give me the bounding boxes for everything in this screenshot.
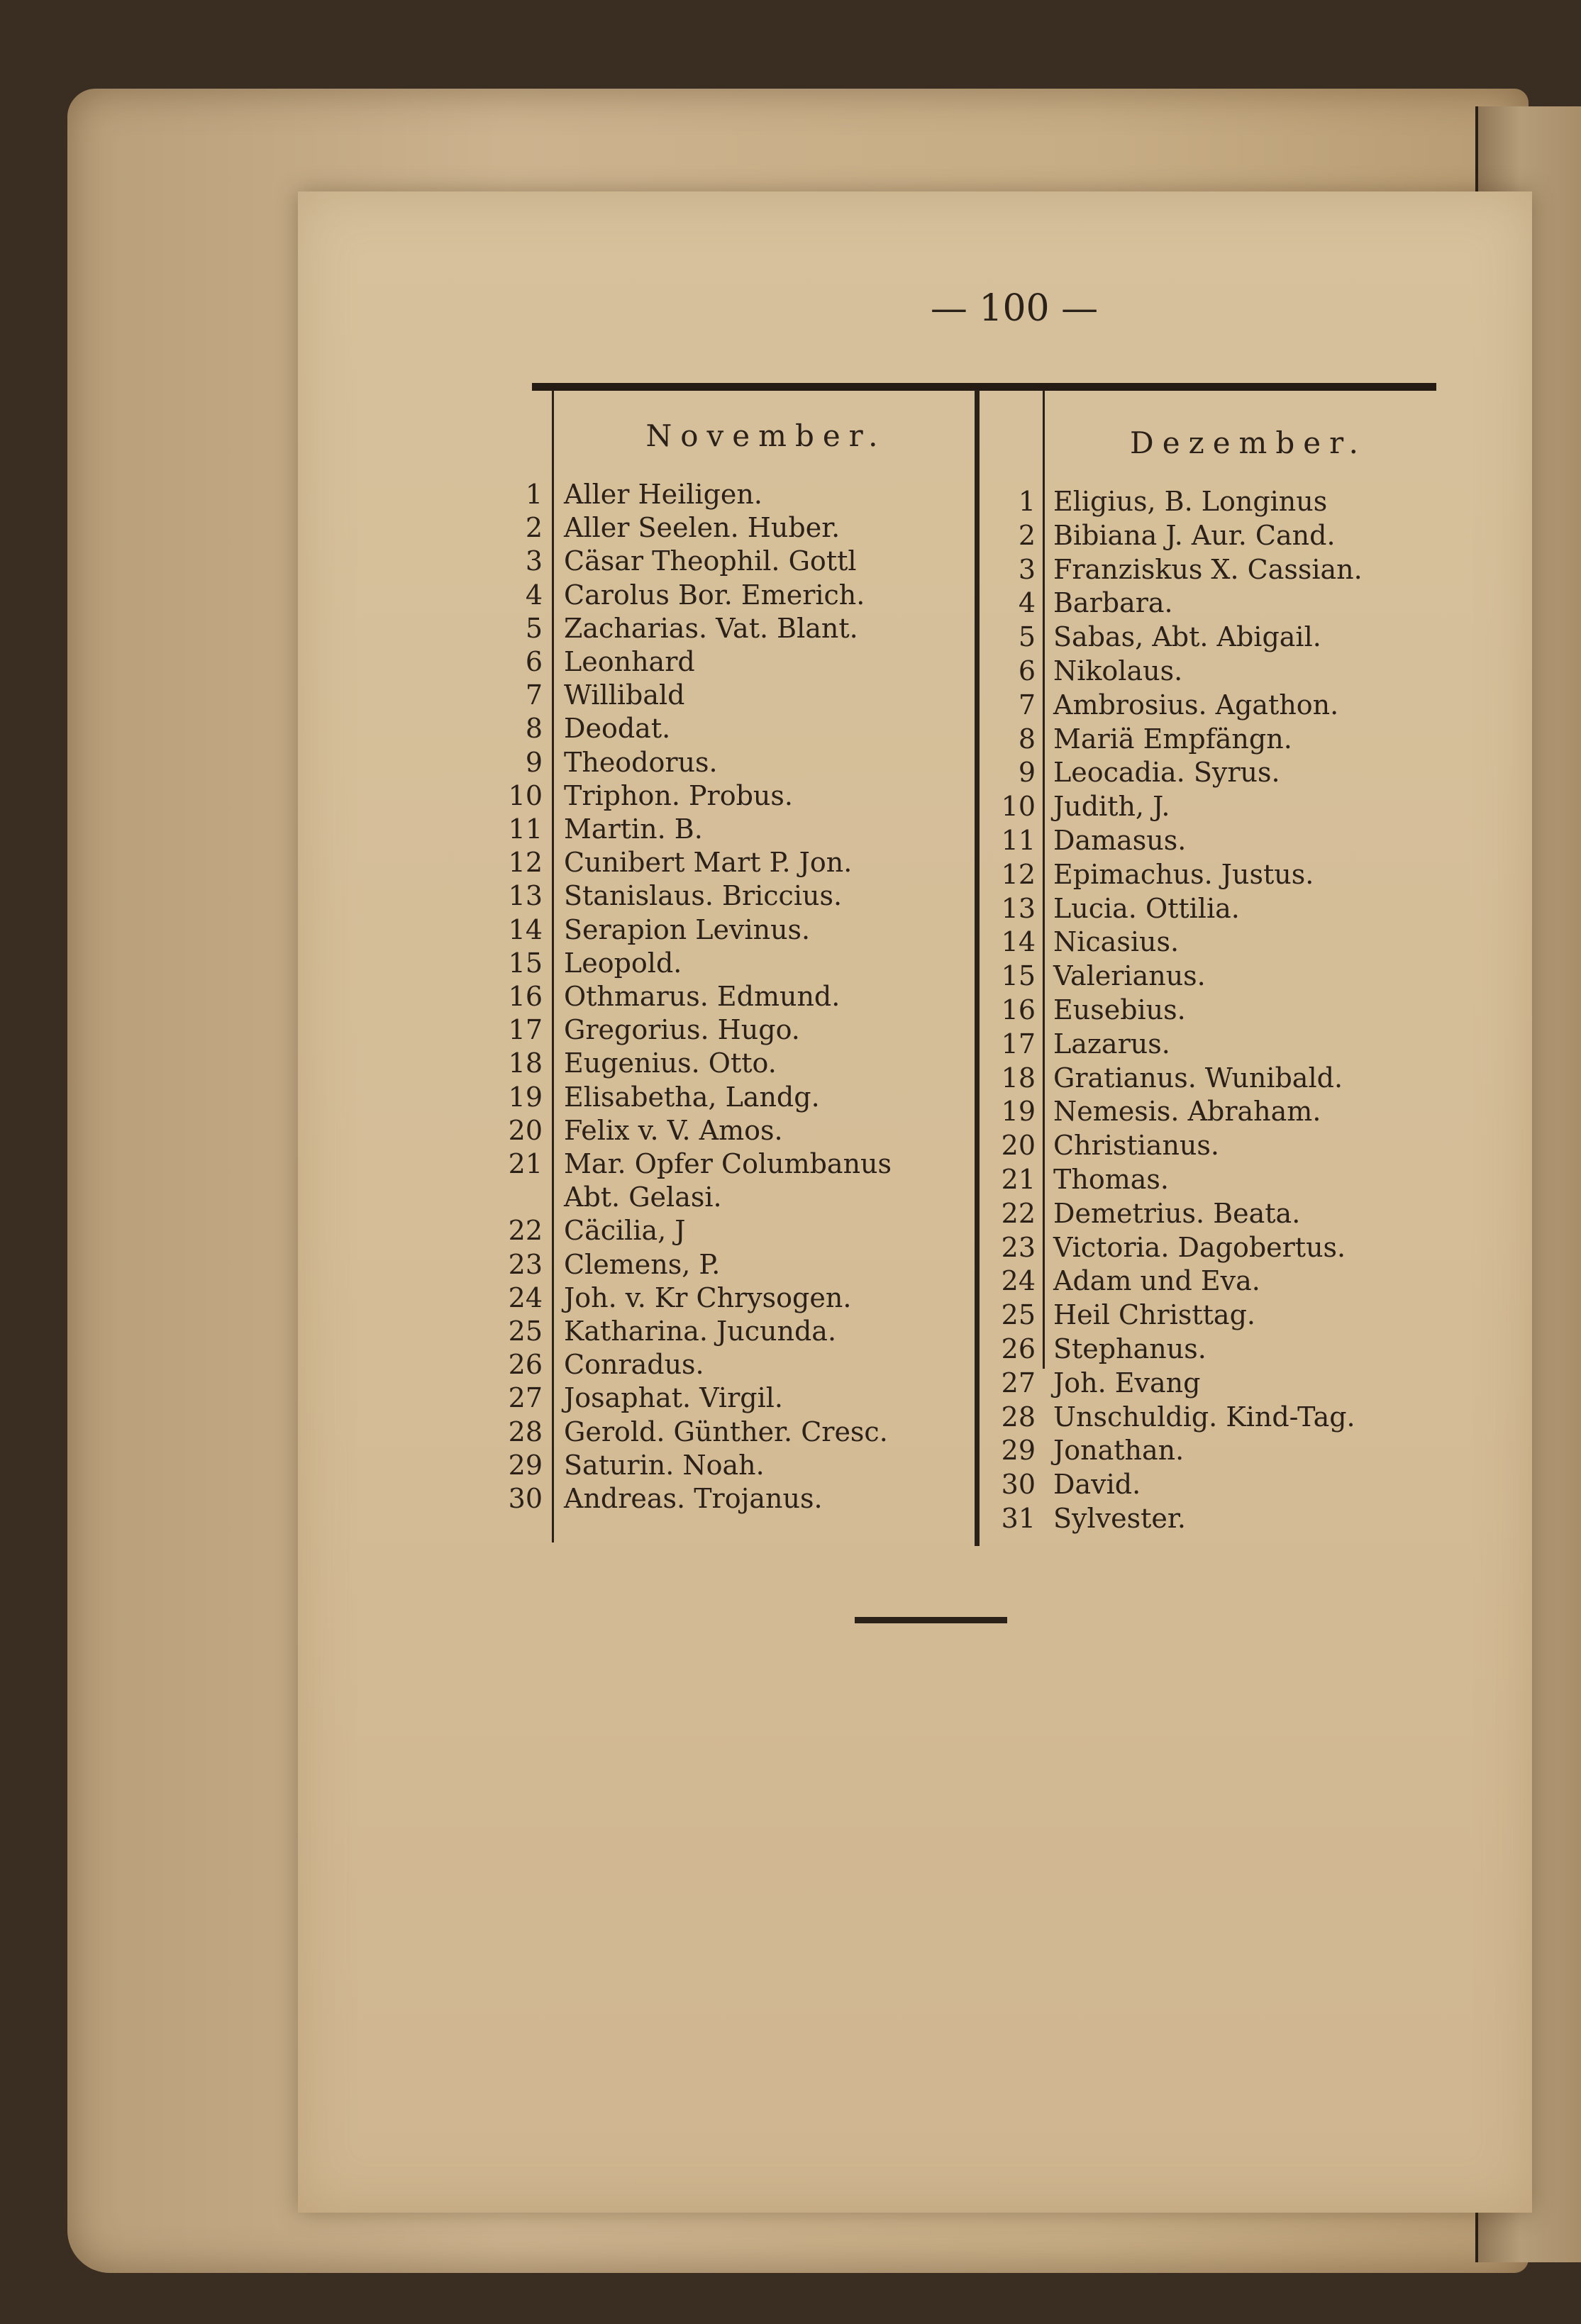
calendar-day-row — [979, 825, 1447, 857]
calendar-day-row — [979, 1198, 1447, 1230]
day-number: 6 — [525, 646, 543, 677]
day-number: 28 — [508, 1416, 543, 1447]
calendar-day-row — [489, 880, 972, 913]
calendar-day-row — [979, 1130, 1447, 1162]
saint-name: Saturin. Noah. — [564, 1449, 765, 1481]
day-number: 16 — [508, 981, 543, 1012]
calendar-day-row — [979, 757, 1447, 789]
day-number: 19 — [508, 1081, 543, 1113]
day-number: 14 — [508, 913, 543, 945]
calendar-day-row — [979, 1028, 1447, 1061]
day-number: 5 — [1018, 621, 1036, 653]
day-number: 11 — [508, 813, 543, 845]
day-number: 20 — [1001, 1130, 1036, 1162]
day-number: 21 — [1001, 1164, 1036, 1195]
calendar-day-row — [979, 1333, 1447, 1366]
calendar-day-row — [489, 813, 972, 846]
day-number: 7 — [525, 679, 543, 711]
saint-name: Leocadia. Syrus. — [1053, 757, 1280, 789]
day-number: 22 — [1001, 1197, 1036, 1229]
day-number: 3 — [1018, 553, 1036, 585]
saint-name: Joh. Evang — [1053, 1367, 1201, 1399]
day-number: 16 — [1001, 994, 1036, 1025]
day-number: 25 — [508, 1316, 543, 1347]
saint-name: Serapion Levinus. — [564, 913, 811, 945]
saint-name: Nemesis. Abraham. — [1053, 1096, 1321, 1128]
day-number: 19 — [1001, 1096, 1036, 1128]
calendar-day-row — [979, 791, 1447, 823]
day-number: 24 — [1001, 1265, 1036, 1297]
day-number: 18 — [508, 1047, 543, 1079]
day-number: 4 — [1018, 587, 1036, 619]
day-number: 12 — [508, 847, 543, 879]
calendar-day-row — [489, 479, 972, 511]
calendar-day-row — [979, 655, 1447, 688]
saint-name: Victoria. Dagobertus. — [1053, 1231, 1346, 1263]
saint-name: Carolus Bor. Emerich. — [564, 579, 865, 611]
calendar-day-row — [979, 520, 1447, 552]
day-number: 26 — [1001, 1333, 1036, 1364]
calendar-day-row — [979, 486, 1447, 518]
calendar-day-row — [489, 780, 972, 813]
day-number: 24 — [508, 1281, 543, 1313]
calendar-day-row — [489, 1014, 972, 1047]
day-number: 15 — [508, 947, 543, 979]
calendar-day-row — [489, 847, 972, 879]
saint-name: Katharina. Jucunda. — [564, 1316, 837, 1347]
day-number: 29 — [1001, 1435, 1036, 1467]
saint-name: Eusebius. — [1053, 994, 1186, 1025]
day-number: 30 — [1001, 1469, 1036, 1501]
calendar-day-row — [979, 1096, 1447, 1128]
day-number: 5 — [525, 612, 543, 644]
day-number: 30 — [508, 1483, 543, 1514]
day-number: 13 — [508, 880, 543, 912]
day-number: 12 — [1001, 858, 1036, 890]
page-number: — 100 — — [930, 287, 1099, 330]
saint-name: Deodat. — [564, 713, 671, 745]
calendar-day-row — [489, 1215, 972, 1247]
day-number: 8 — [1018, 723, 1036, 755]
saint-name: Jonathan. — [1053, 1435, 1185, 1467]
calendar-day-row — [489, 1349, 972, 1381]
calendar-day-row — [489, 1249, 972, 1281]
calendar-day-row — [979, 1299, 1447, 1332]
day-number: 21 — [508, 1148, 543, 1179]
calendar-day-row — [489, 679, 972, 712]
saint-name: Theodorus. — [564, 746, 718, 778]
saint-name: Eligius, B. Longinus — [1053, 486, 1328, 517]
calendar-day-row — [979, 587, 1447, 620]
calendar-day-row — [489, 1115, 972, 1147]
calendar-day-row — [979, 994, 1447, 1027]
day-number: 23 — [508, 1248, 543, 1280]
day-number: 20 — [508, 1114, 543, 1146]
calendar-day-row — [979, 1469, 1447, 1501]
day-number: 27 — [1001, 1367, 1036, 1399]
calendar-day-row — [489, 545, 972, 578]
saint-name: Joh. v. Kr Chrysogen. — [564, 1281, 852, 1313]
saint-name: Cäcilia, J — [564, 1215, 686, 1247]
day-number: 27 — [508, 1382, 543, 1414]
saint-name: Gregorius. Hugo. — [564, 1014, 800, 1046]
calendar-day-row — [489, 646, 972, 679]
day-number: 14 — [1001, 926, 1036, 958]
saint-name: Abt. Gelasi. — [564, 1182, 722, 1213]
saint-name: Ambrosius. Agathon. — [1053, 689, 1339, 721]
calendar-day-row — [979, 1062, 1447, 1095]
saint-name: Aller Heiligen. — [564, 479, 762, 510]
calendar-day-row — [979, 621, 1447, 654]
day-number: 26 — [508, 1349, 543, 1381]
saint-name: Thomas. — [1053, 1164, 1169, 1195]
saint-name: Nicasius. — [1053, 926, 1180, 958]
saint-name: Andreas. Trojanus. — [564, 1483, 823, 1514]
saint-name: Adam und Eva. — [1053, 1265, 1260, 1297]
saint-name: Franziskus X. Cassian. — [1053, 553, 1363, 585]
saint-name: Clemens, P. — [564, 1248, 721, 1280]
calendar-day-row — [489, 1282, 972, 1315]
saint-name: Leonhard — [564, 646, 695, 677]
saint-name: Demetrius. Beata. — [1053, 1197, 1301, 1229]
calendar-day-row — [489, 613, 972, 645]
saint-name: Christianus. — [1053, 1130, 1219, 1162]
calendar-day-row — [979, 723, 1447, 756]
calendar-day-row — [489, 1450, 972, 1482]
calendar-table — [489, 390, 1447, 1539]
saint-name: Nikolaus. — [1053, 655, 1183, 686]
saint-name: Mar. Opfer Columbanus — [564, 1148, 892, 1179]
day-number: 2 — [525, 512, 543, 544]
saint-name: Bibiana J. Aur. Cand. — [1053, 519, 1336, 551]
calendar-day-row — [489, 981, 972, 1013]
saint-name: Cäsar Theophil. Gottl — [564, 545, 857, 577]
saint-name: Triphon. Probus. — [564, 779, 793, 811]
saint-name: Gratianus. Wunibald. — [1053, 1062, 1343, 1094]
saint-name: Unschuldig. Kind-Tag. — [1053, 1401, 1355, 1433]
day-number: 22 — [508, 1215, 543, 1247]
calendar-day-row — [979, 1435, 1447, 1467]
saint-name: Elisabetha, Landg. — [564, 1081, 820, 1113]
saint-name: Willibald — [564, 679, 685, 711]
calendar-day-row — [979, 926, 1447, 959]
saint-name: Lucia. Ottilia. — [1053, 892, 1240, 924]
calendar-day-row — [979, 1503, 1447, 1535]
day-number: 17 — [1001, 1028, 1036, 1060]
saint-name: Conradus. — [564, 1349, 704, 1381]
calendar-day-row — [489, 1483, 972, 1516]
calendar-day-row — [489, 1082, 972, 1114]
day-number: 15 — [1001, 960, 1036, 992]
saint-name: David. — [1053, 1469, 1141, 1501]
calendar-day-row — [979, 554, 1447, 586]
calendar-day-row — [489, 1148, 972, 1181]
day-number: 17 — [508, 1014, 543, 1046]
day-number: 1 — [525, 479, 543, 510]
day-number: 8 — [525, 713, 543, 745]
day-number: 9 — [1018, 757, 1036, 789]
day-number: 9 — [525, 746, 543, 778]
saint-name: Barbara. — [1053, 587, 1173, 619]
saint-name: Judith, J. — [1053, 791, 1170, 823]
day-number: 6 — [1018, 655, 1036, 686]
day-number: 23 — [1001, 1231, 1036, 1263]
day-number: 31 — [1001, 1503, 1036, 1534]
calendar-day-row — [979, 1401, 1447, 1434]
calendar-day-row — [979, 1164, 1447, 1196]
saint-name: Epimachus. Justus. — [1053, 858, 1314, 890]
calendar-day-row — [979, 859, 1447, 891]
day-number: 10 — [508, 779, 543, 811]
calendar-day-row — [979, 1232, 1447, 1264]
saint-name: Sylvester. — [1053, 1503, 1186, 1534]
day-number: 25 — [1001, 1299, 1036, 1331]
saint-name: Leopold. — [564, 947, 682, 979]
saint-name: Aller Seelen. Huber. — [564, 512, 841, 544]
calendar-day-row — [489, 914, 972, 947]
day-number: 28 — [1001, 1401, 1036, 1433]
day-number: 29 — [508, 1449, 543, 1481]
month-heading-dezember: Dezember. — [1130, 426, 1367, 460]
month-heading-november: November. — [645, 418, 887, 453]
day-number: 7 — [1018, 689, 1036, 721]
saint-name: Cunibert Mart P. Jon. — [564, 847, 853, 879]
saint-name: Martin. B. — [564, 813, 703, 845]
calendar-day-row — [979, 1265, 1447, 1298]
saint-name: Valerianus. — [1053, 960, 1206, 992]
saint-name: Sabas, Abt. Abigail. — [1053, 621, 1321, 653]
saint-name: Damasus. — [1053, 825, 1187, 856]
saint-name: Othmarus. Edmund. — [564, 981, 841, 1012]
calendar-day-row — [489, 747, 972, 779]
saint-name: Heil Christtag. — [1053, 1299, 1255, 1331]
calendar-day-row — [489, 1047, 972, 1080]
calendar-day-row — [489, 512, 972, 545]
calendar-day-row — [489, 713, 972, 745]
day-number: 2 — [1018, 519, 1036, 551]
calendar-day-row — [489, 1182, 972, 1214]
calendar-day-row — [489, 947, 972, 980]
saint-name: Zacharias. Vat. Blant. — [564, 612, 858, 644]
calendar-day-row — [979, 893, 1447, 925]
bottom-rule — [855, 1617, 1007, 1623]
day-number: 18 — [1001, 1062, 1036, 1094]
calendar-day-row — [979, 1367, 1447, 1400]
calendar-day-row — [489, 1382, 972, 1415]
day-number: 10 — [1001, 791, 1036, 823]
saint-name: Gerold. Günther. Cresc. — [564, 1416, 888, 1447]
saint-name: Lazarus. — [1053, 1028, 1170, 1060]
saint-name: Felix v. V. Amos. — [564, 1114, 783, 1146]
calendar-day-row — [979, 689, 1447, 722]
day-number: 13 — [1001, 892, 1036, 924]
saint-name: Eugenius. Otto. — [564, 1047, 777, 1079]
saint-name: Josaphat. Virgil. — [564, 1382, 783, 1414]
calendar-day-row — [489, 579, 972, 612]
saint-name: Mariä Empfängn. — [1053, 723, 1292, 755]
day-number: 1 — [1018, 486, 1036, 517]
calendar-day-row — [489, 1316, 972, 1348]
calendar-day-row — [979, 960, 1447, 993]
saint-name: Stephanus. — [1053, 1333, 1206, 1364]
day-number: 11 — [1001, 825, 1036, 856]
calendar-day-row — [489, 1416, 972, 1449]
day-number: 3 — [525, 545, 543, 577]
day-number: 4 — [525, 579, 543, 611]
saint-name: Stanislaus. Briccius. — [564, 880, 843, 912]
